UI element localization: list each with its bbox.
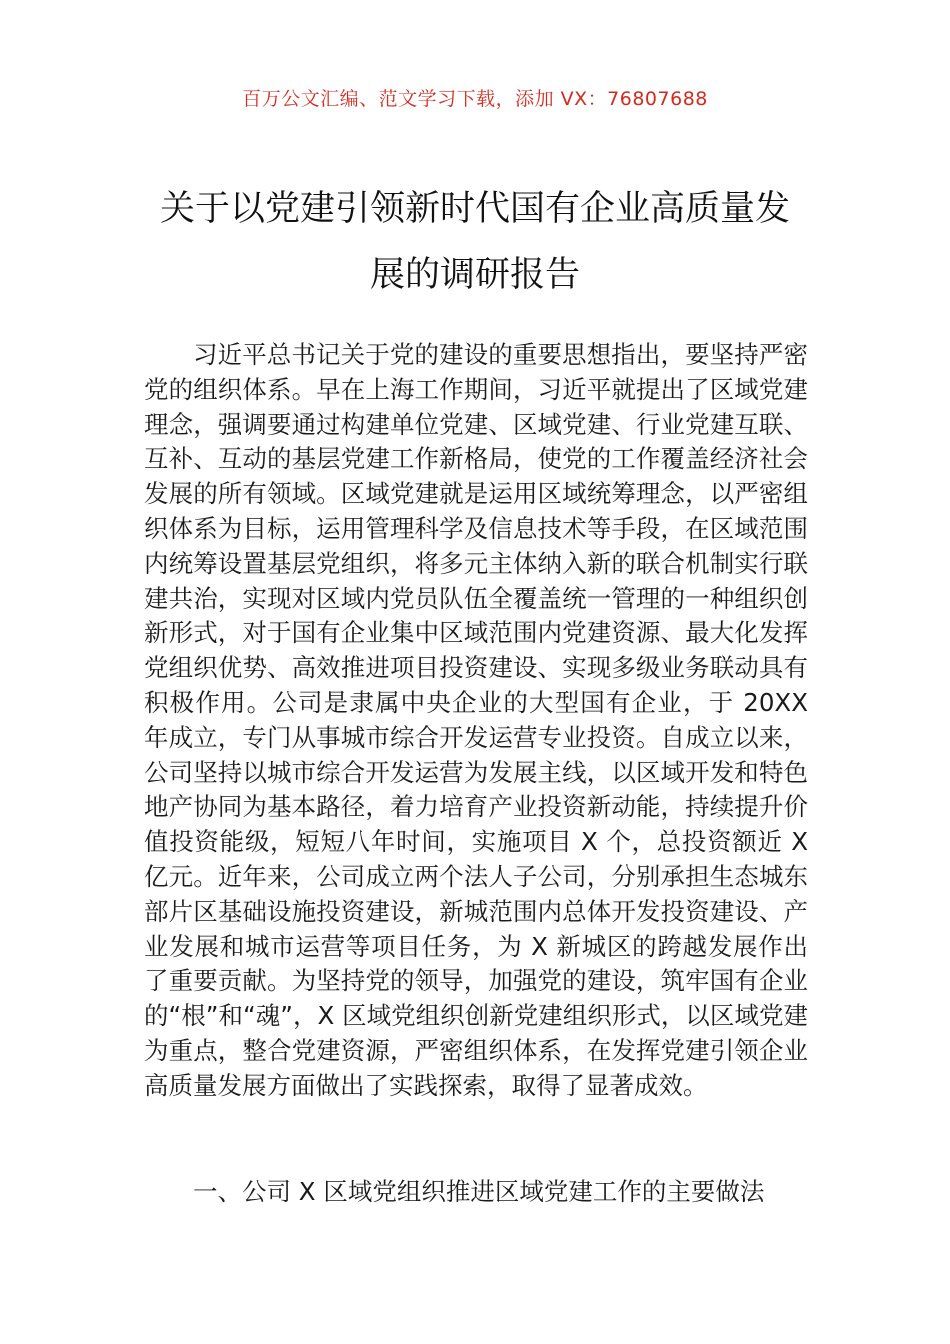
body-paragraph: 习近平总书记关于党的建设的重要思想指出，要坚持严密党的组织体系。早在上海工作期间，习近平就提出了区域党建理念，强调要通过构建单位党建、区域党建、行业党建互联、互补、互动的基层党建工作新格局，使党的工作覆盖经济社会发展的所有领域。区域党建就是运用区域统筹理念，以严密组织体系为目标，运用管理科学及信息技术等手段，在区域范围内统筹设置基层党组织，将多元主体纳入新的联合机制实行联建共治，实现对区域内党员队伍全覆盖统一管理的一种组织创新形式，对于国有企业集中区域范围内党建资源、最大化发挥党组织优势、高效推进项目投资建设、实现多级业务联动具有积极作用。公司是隶属中央企业的大型国有企业，于 20XX 年成立，专门从事城市综合开发运营专业投资。自成立以来，公司坚持以城市综合开发运营为发展主线，以区域开发和特色地产协同为基本路径，着力培育产业投资新动能，持续提升价值投资能级，短短八年时间，实施项目 X 个，总投资额近 X 亿元。近年来，公司成立两个法人子公司，分别承担生态城东部片区基础设施投资建设，新城范围内总体开发投资建设、产业发展和城市运营等项目任务，为 X 新城区的跨越发展作出了重要贡献。为坚持党的领导，加强党的建设，筑牢国有企业的“根”和“魂”，X 区域党组织创新党建组织形式，以区域党建为重点，整合党建资源，严密组织体系，在发挥党建引领企业高质量发展方面做出了实践探索，取得了显著成效。: [144, 340, 808, 1100]
section-heading: 一、公司 X 区域党组织推进区域党建工作的主要做法: [193, 1177, 765, 1206]
document-title: 关于以党建引领新时代国有企业高质量发展的调研报告: [159, 189, 790, 295]
header-note: 百万公文汇编、范文学习下载，添加 VX：76807688: [242, 88, 708, 110]
